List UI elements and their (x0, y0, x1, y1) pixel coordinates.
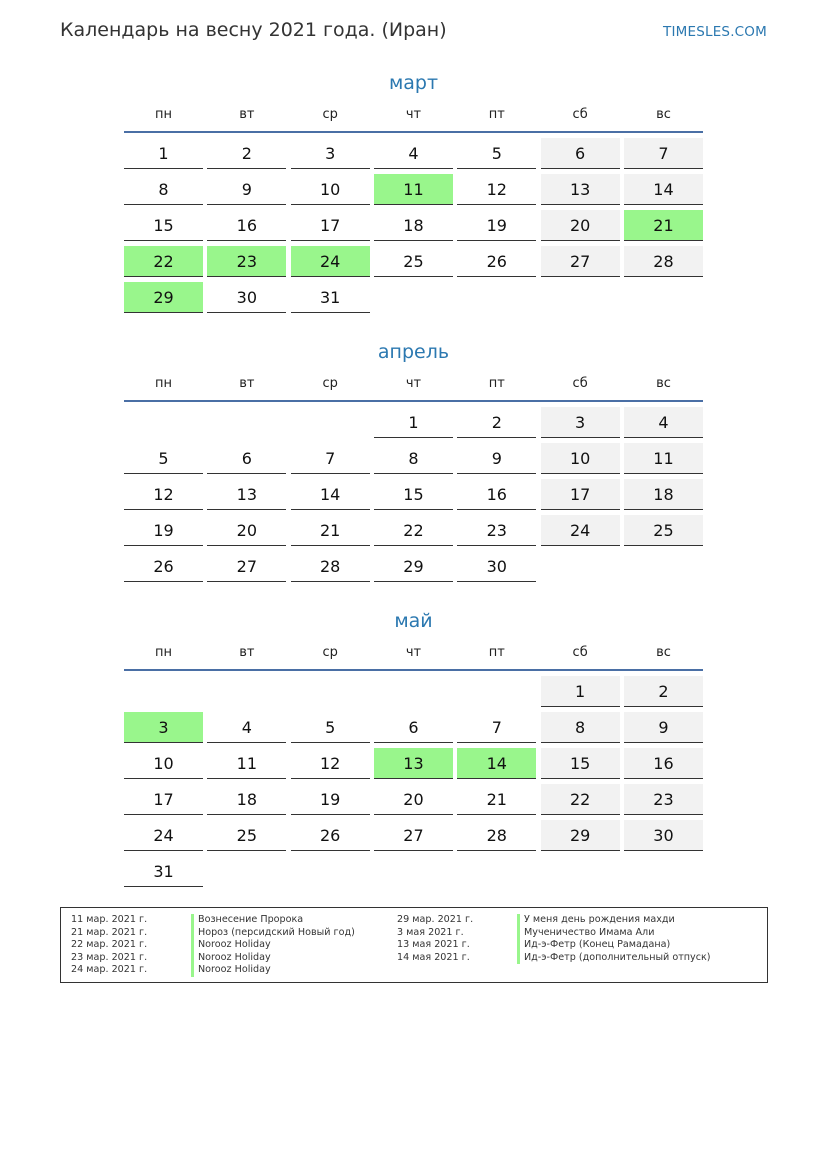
legend-holiday-name: Norooz Holiday (191, 952, 271, 965)
empty-cell (457, 676, 536, 707)
day-cell[interactable]: 12 (291, 748, 370, 779)
empty-cell (291, 407, 370, 438)
week-row (124, 174, 703, 210)
day-cell[interactable]: 1 (541, 676, 620, 707)
day-cell[interactable]: 18 (374, 210, 453, 241)
empty-cell (124, 676, 203, 707)
legend-date: 21 мар. 2021 г. (71, 926, 148, 938)
day-cell[interactable]: 23 (207, 246, 286, 277)
day-cell[interactable]: 26 (124, 551, 203, 582)
header-divider (124, 669, 703, 671)
legend-holiday-name: Ид-э-Фетр (дополнительный отпуск) (517, 952, 711, 965)
day-cell[interactable]: 31 (124, 856, 203, 887)
weekday-label: пт (488, 645, 505, 660)
week-row (124, 712, 703, 748)
empty-cell (124, 407, 203, 438)
weekday-header (124, 640, 703, 666)
day-cell[interactable]: 25 (374, 246, 453, 277)
legend-date: 14 мая 2021 г. (397, 951, 470, 963)
day-cell[interactable]: 10 (291, 174, 370, 205)
page-title: Календарь на весну 2021 года. (Иран) (60, 19, 447, 41)
day-cell[interactable]: 14 (457, 748, 536, 779)
weekday-label: чт (405, 645, 422, 660)
month-calendar (124, 606, 703, 892)
legend-row (71, 952, 355, 965)
legend-holiday-name: Мученичество Имама Али (517, 927, 654, 940)
week-row (124, 820, 703, 856)
day-cell[interactable]: 15 (374, 479, 453, 510)
weekday-label: ср (322, 645, 338, 660)
day-cell[interactable]: 6 (541, 138, 620, 169)
day-cell[interactable]: 11 (207, 748, 286, 779)
legend-date: 23 мар. 2021 г. (71, 951, 148, 963)
legend-holiday-name: Norooz Holiday (191, 964, 271, 977)
week-row (124, 515, 703, 551)
day-cell[interactable]: 12 (124, 479, 203, 510)
day-cell[interactable]: 29 (374, 551, 453, 582)
day-cell[interactable]: 7 (291, 443, 370, 474)
day-cell[interactable]: 9 (457, 443, 536, 474)
legend-holiday-name: Вознесение Пророка (191, 914, 303, 927)
day-cell[interactable]: 10 (541, 443, 620, 474)
week-row (124, 479, 703, 515)
empty-cell (541, 282, 620, 313)
day-cell[interactable]: 17 (541, 479, 620, 510)
day-cell[interactable]: 22 (541, 784, 620, 815)
day-cell[interactable]: 16 (207, 210, 286, 241)
day-cell[interactable]: 16 (457, 479, 536, 510)
day-cell[interactable]: 21 (291, 515, 370, 546)
legend-row (397, 952, 711, 965)
day-cell[interactable]: 7 (457, 712, 536, 743)
week-row (124, 784, 703, 820)
week-row (124, 138, 703, 174)
empty-cell (374, 856, 453, 887)
day-cell[interactable]: 6 (207, 443, 286, 474)
day-cell[interactable]: 22 (374, 515, 453, 546)
day-cell[interactable]: 4 (374, 138, 453, 169)
week-grid (124, 676, 703, 892)
week-row (124, 246, 703, 282)
empty-cell (624, 282, 703, 313)
day-cell[interactable]: 11 (374, 174, 453, 205)
day-cell[interactable]: 15 (124, 210, 203, 241)
day-cell[interactable]: 1 (124, 138, 203, 169)
day-cell[interactable]: 9 (624, 712, 703, 743)
day-cell[interactable]: 6 (374, 712, 453, 743)
weekday-header (124, 371, 703, 397)
legend-row (71, 927, 355, 940)
day-cell[interactable]: 17 (291, 210, 370, 241)
day-cell[interactable]: 19 (457, 210, 536, 241)
weekday-label: вт (239, 107, 255, 122)
day-cell[interactable]: 13 (374, 748, 453, 779)
weekday-label: пн (155, 376, 172, 391)
day-cell[interactable]: 30 (457, 551, 536, 582)
weekday-label: вт (239, 645, 255, 660)
day-cell[interactable]: 26 (291, 820, 370, 851)
day-cell[interactable]: 23 (624, 784, 703, 815)
day-cell[interactable]: 30 (207, 282, 286, 313)
day-cell[interactable]: 19 (124, 515, 203, 546)
day-cell[interactable]: 16 (624, 748, 703, 779)
week-row (124, 551, 703, 587)
week-row (124, 407, 703, 443)
weekday-label: сб (572, 107, 588, 122)
day-cell[interactable]: 21 (457, 784, 536, 815)
header-divider (124, 400, 703, 402)
day-cell[interactable]: 25 (207, 820, 286, 851)
legend-date: 29 мар. 2021 г. (397, 914, 474, 925)
empty-cell (291, 676, 370, 707)
week-grid (124, 407, 703, 587)
weekday-label: вт (239, 376, 255, 391)
weekday-label: вс (656, 107, 671, 122)
day-cell[interactable]: 5 (124, 443, 203, 474)
legend-row (397, 914, 711, 927)
day-cell[interactable]: 15 (541, 748, 620, 779)
day-cell[interactable]: 17 (124, 784, 203, 815)
weekday-label: вс (656, 645, 671, 660)
legend-row (397, 939, 711, 952)
empty-cell (624, 551, 703, 582)
legend-holiday-name: Norooz Holiday (191, 939, 271, 952)
weekday-label: чт (405, 376, 422, 391)
legend-holiday-name: У меня день рождения махди (517, 914, 675, 927)
day-cell[interactable]: 5 (457, 138, 536, 169)
day-cell[interactable]: 12 (457, 174, 536, 205)
weekday-label: пн (155, 645, 172, 660)
day-cell[interactable]: 29 (541, 820, 620, 851)
day-cell[interactable]: 31 (291, 282, 370, 313)
legend-row (397, 927, 711, 940)
day-cell[interactable]: 18 (624, 479, 703, 510)
weekday-label: пт (488, 107, 505, 122)
legend-row (71, 914, 355, 927)
day-cell[interactable]: 25 (624, 515, 703, 546)
legend-date: 24 мар. 2021 г. (71, 964, 148, 975)
day-cell[interactable]: 23 (457, 515, 536, 546)
week-row (124, 748, 703, 784)
weekday-label: ср (322, 107, 338, 122)
week-row (124, 210, 703, 246)
day-cell[interactable]: 3 (291, 138, 370, 169)
week-row (124, 676, 703, 712)
day-cell[interactable]: 22 (124, 246, 203, 277)
empty-cell (291, 856, 370, 887)
holiday-legend (60, 907, 768, 983)
day-cell[interactable]: 3 (541, 407, 620, 438)
weekday-label: пт (488, 376, 505, 391)
month-name: март (388, 72, 439, 94)
empty-cell (457, 856, 536, 887)
week-grid (124, 138, 703, 318)
day-cell[interactable]: 29 (124, 282, 203, 313)
month-calendar (124, 337, 703, 587)
empty-cell (541, 551, 620, 582)
month-name: апрель (377, 341, 450, 363)
day-cell[interactable]: 24 (291, 246, 370, 277)
day-cell[interactable]: 28 (457, 820, 536, 851)
empty-cell (374, 282, 453, 313)
day-cell[interactable]: 18 (207, 784, 286, 815)
weekday-label: чт (405, 107, 422, 122)
day-cell[interactable]: 14 (291, 479, 370, 510)
day-cell[interactable]: 28 (291, 551, 370, 582)
day-cell[interactable]: 2 (624, 676, 703, 707)
day-cell[interactable]: 11 (624, 443, 703, 474)
week-row (124, 282, 703, 318)
weekday-label: вс (656, 376, 671, 391)
day-cell[interactable]: 26 (457, 246, 536, 277)
legend-holiday-name: Нороз (персидский Новый год) (191, 927, 355, 940)
day-cell[interactable]: 19 (291, 784, 370, 815)
week-row (124, 856, 703, 892)
day-cell[interactable]: 27 (207, 551, 286, 582)
legend-column-left (71, 914, 355, 977)
day-cell[interactable]: 20 (374, 784, 453, 815)
day-cell[interactable]: 7 (624, 138, 703, 169)
empty-cell (374, 676, 453, 707)
weekday-label: пн (155, 107, 172, 122)
day-cell[interactable]: 3 (124, 712, 203, 743)
legend-column-right (397, 914, 711, 964)
day-cell[interactable]: 8 (541, 712, 620, 743)
month-calendar (124, 68, 703, 318)
day-cell[interactable]: 14 (624, 174, 703, 205)
weekday-label: ср (322, 376, 338, 391)
day-cell[interactable]: 1 (374, 407, 453, 438)
day-cell[interactable]: 20 (541, 210, 620, 241)
day-cell[interactable]: 10 (124, 748, 203, 779)
legend-holiday-name: Ид-э-Фетр (Конец Рамадана) (517, 939, 670, 952)
day-cell[interactable]: 8 (374, 443, 453, 474)
empty-cell (541, 856, 620, 887)
weekday-label: сб (572, 376, 588, 391)
day-cell[interactable]: 21 (624, 210, 703, 241)
empty-cell (457, 282, 536, 313)
header-divider (124, 131, 703, 133)
legend-row (71, 964, 355, 977)
day-cell[interactable]: 2 (457, 407, 536, 438)
day-cell[interactable]: 9 (207, 174, 286, 205)
day-cell[interactable]: 2 (207, 138, 286, 169)
day-cell[interactable]: 28 (624, 246, 703, 277)
legend-row (71, 939, 355, 952)
empty-cell (624, 856, 703, 887)
day-cell[interactable]: 20 (207, 515, 286, 546)
day-cell[interactable]: 27 (541, 246, 620, 277)
day-cell[interactable]: 13 (541, 174, 620, 205)
weekday-header (124, 102, 703, 128)
day-cell[interactable]: 30 (624, 820, 703, 851)
day-cell[interactable]: 27 (374, 820, 453, 851)
day-cell[interactable]: 24 (124, 820, 203, 851)
empty-cell (207, 676, 286, 707)
day-cell[interactable]: 5 (291, 712, 370, 743)
legend-date: 13 мая 2021 г. (397, 939, 470, 950)
empty-cell (207, 856, 286, 887)
day-cell[interactable]: 4 (624, 407, 703, 438)
weekday-label: сб (572, 645, 588, 660)
site-link[interactable]: TIMESLES.COM (663, 24, 767, 40)
day-cell[interactable]: 24 (541, 515, 620, 546)
empty-cell (207, 407, 286, 438)
day-cell[interactable]: 4 (207, 712, 286, 743)
month-name: май (394, 610, 433, 632)
week-row (124, 443, 703, 479)
legend-date: 11 мар. 2021 г. (71, 914, 148, 925)
legend-date: 22 мар. 2021 г. (71, 939, 148, 950)
day-cell[interactable]: 13 (207, 479, 286, 510)
day-cell[interactable]: 8 (124, 174, 203, 205)
legend-date: 3 мая 2021 г. (397, 926, 464, 938)
